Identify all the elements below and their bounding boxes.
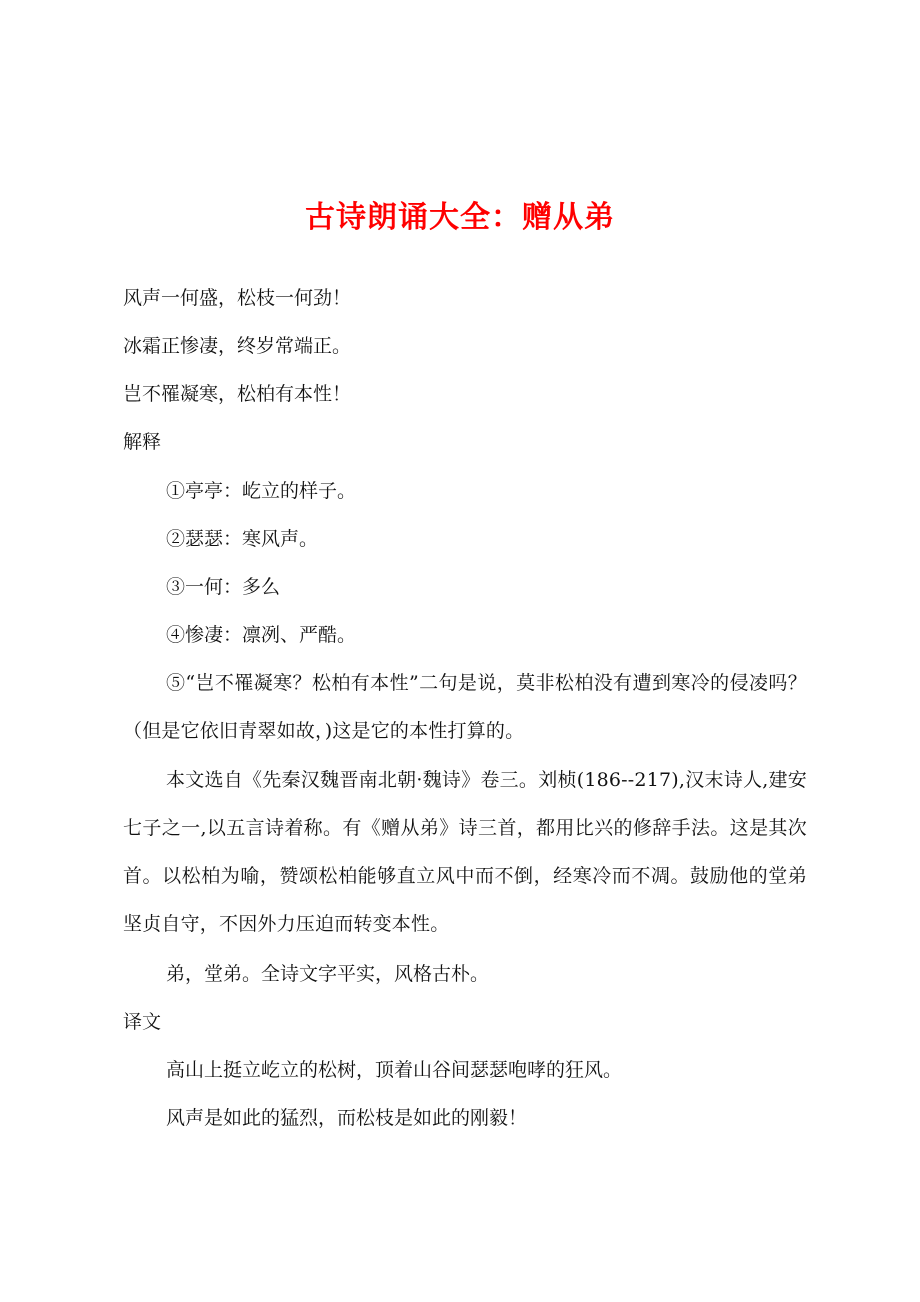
explanation-heading: 解释 <box>123 431 162 453</box>
translation-line-1: 高山上挺立屹立的松树，顶着山谷间瑟瑟咆哮的狂风。 <box>166 1059 623 1081</box>
poem-line-1: 风声一何盛，松枝一何劲！ <box>123 287 352 309</box>
translation-heading: 译文 <box>123 1011 162 1033</box>
poem-line-3: 岂不罹凝寒，松柏有本性！ <box>123 383 352 405</box>
note-5: ⑤“岂不罹凝寒？松柏有本性”二句是说，莫非松柏没有遭到寒冷的侵凌吗？（但是它依旧青翠如故，)这是它的本性打算的。 <box>123 672 807 742</box>
note-2: ②瑟瑟：寒风声。 <box>166 528 319 550</box>
poem-line-2: 冰霜正惨凄，终岁常端正。 <box>123 335 352 357</box>
note-4: ④惨凄：凛冽、严酷。 <box>166 624 357 646</box>
source-paragraph: 本文选自《先秦汉魏晋南北朝·魏诗》卷三。刘桢(186--217),汉末诗人,建安七子之一,以五言诗着称。有《赠从弟》诗三首，都用比兴的修辞手法。这是其次首。以松柏为喻，赞颂松柏能够直立风中而不倒，经寒冷而不凋。鼓励他的堂弟坚贞自守，不因外力压迫而转变本性。 <box>123 769 807 935</box>
page-title: 古诗朗诵大全：赠从弟 <box>305 200 615 235</box>
brother-note: 弟，堂弟。全诗文字平实，风格古朴。 <box>166 963 490 985</box>
note-3: ③一何：多么 <box>166 576 281 598</box>
translation-line-2: 风声是如此的猛烈，而松枝是如此的刚毅！ <box>166 1107 528 1129</box>
note-1: ①亭亭：屹立的样子。 <box>166 480 357 502</box>
